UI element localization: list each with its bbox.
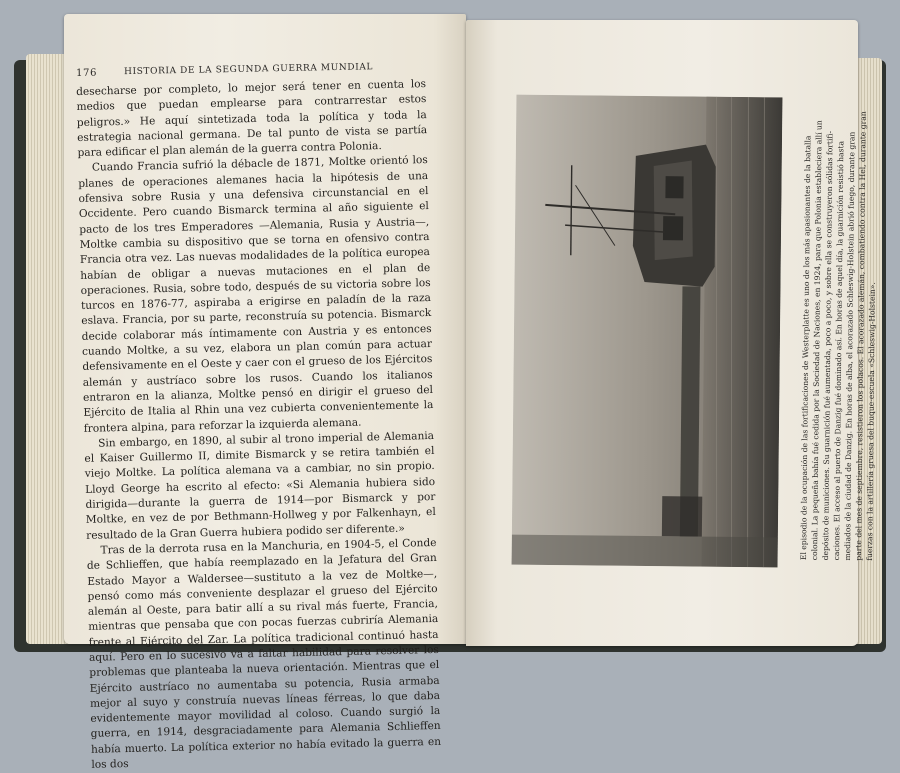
page-number: 176 <box>76 67 98 79</box>
photo-caption <box>798 90 880 561</box>
caption-line: depósito de municiones. Su guarnición fué aumentada, poco a poco, y sobre ella se construyeron sólidas fortifi- <box>820 130 835 561</box>
running-title: HISTORIA DE LA SEGUNDA GUERRA MUNDIAL <box>123 62 374 78</box>
paragraph: Cuando Francia sufrió la débacle de 1871, Moltke orientó los planes de operaciones alemanes hacia la hipótesis de una ofensiva sobre Rusia y una defensiva circunstancial en el Occidente. Pero cuando Bismarck termina al año siguiente el pacto de los tres Emperadores —Alemania, Rusia y Austria—, Moltke cambia su dispositivo que se torna en ofensivo contra Francia otra vez. Las nuevas modalidades de la política europea habían de obligar a nuevas mutaciones en el plan de operaciones. Rusia, sobre todo, después de su victoria sobre los turcos en 1876-77, aspiraba a erigirse en paladín de la raza eslava. Francia, por su parte, reconstruía su potencia. Bismarck decide colaborar más íntimamente con Austria y es entonces cuando Moltke, a su vez, elabora un plan común para actuar defensivamente en el Oeste y caer con el grueso de los Ejércitos alemán y austríaco sobre los rusos. Cuando los italianos entraron en la alianza, Moltke pensó en dirigir el grueso del Ejército de Italia al Rhin una vez cubierta convenientemente la frontera alpina, para reforzar la izquierda alemana. <box>78 154 434 435</box>
battleship-photo-icon <box>512 95 783 568</box>
paragraph: desecharse por completo, lo mejor será tener en cuenta los medios que puedan emplearse para contrarrestar estos peligros.» He aquí sintetizada toda la política y toda la estrategia nacional germana. De tal punto de vista se partía para edificar el plan alemán de la guerra contra Polonia. <box>76 78 428 160</box>
caption-line: colonial. La pequeña bahía fué cedida por la Sociedad de Naciones, en 1924, para que Polonia estableciera allí un <box>809 120 824 561</box>
caption-line: caciones. El acceso al puerto de Danzig fué dominado así. En horas de aquel día, la guarnición resistió hasta <box>831 140 846 561</box>
battleship-photo <box>512 95 783 568</box>
caption-line: mediados de la ciudad de Danzig. En horas de alba, el acorazado Schleswig-Holstein abrió fuego, durante gran <box>842 131 857 561</box>
caption-line: parte del mes de septiembre, resistieron los polacos. El acorazado alemán, combatiendo contra la Hel, durante gran <box>853 111 868 561</box>
caption-line: El episodio de la ocupación de las fortificaciones de Westerplatte es uno de los más apasionantes de la batalla <box>798 135 813 561</box>
caption-line: fuerzas con la artillería gruesa del buque-escuela «Schleswig-Holstein». <box>864 282 877 561</box>
paragraph: Sin embargo, en 1890, al subir al trono imperial de Alemania el Kaiser Guillermo II, dimite Bismarck y se retira también el viejo Moltke. La política alemana va a cambiar, no sin propio. Lloyd George ha escrito al efecto: «Si Alemania hubiera sido dirigida—durante la guerra de 1914—por Bismarck y por Moltke, en vez de por Bethmann-Hollweg y por Falkenhayn, el resultado de la Gran Guerra hubiera podido ser diferente.» <box>84 429 436 542</box>
paragraph: Tras de la derrota rusa en la Manchuria, en 1904-5, el Conde de Schlieffen, que había reemplazado en la Jefatura del Gran Estado Mayor a Waldersee—sustituto a la vez de Moltke—, pensó como más conveniente desplazar el grueso del Ejército alemán al Oeste, para batir allí a su rival más fuerte, Francia, mientras que pensaba que con pocas fuerzas cubriría Alemania frente al Ejército del Zar. La política tradicional continuó hasta aquí. Pero en lo sucesivo va a faltar habilidad para resolver los problemas que planteaba la nueva orientación. Mientras que el Ejército austríaco no aumentaba su potencia, Rusia armaba mejor al suyo y construía nuevas líneas férreas, lo que daba evidentemente mayor movilidad al coloso. Cuando surgió la guerra, en 1914, desgraciadamente para Alemania Schlieffen había muerto. La política exterior no había evitado la guerra en los dos <box>86 536 442 771</box>
body-text <box>76 77 442 773</box>
